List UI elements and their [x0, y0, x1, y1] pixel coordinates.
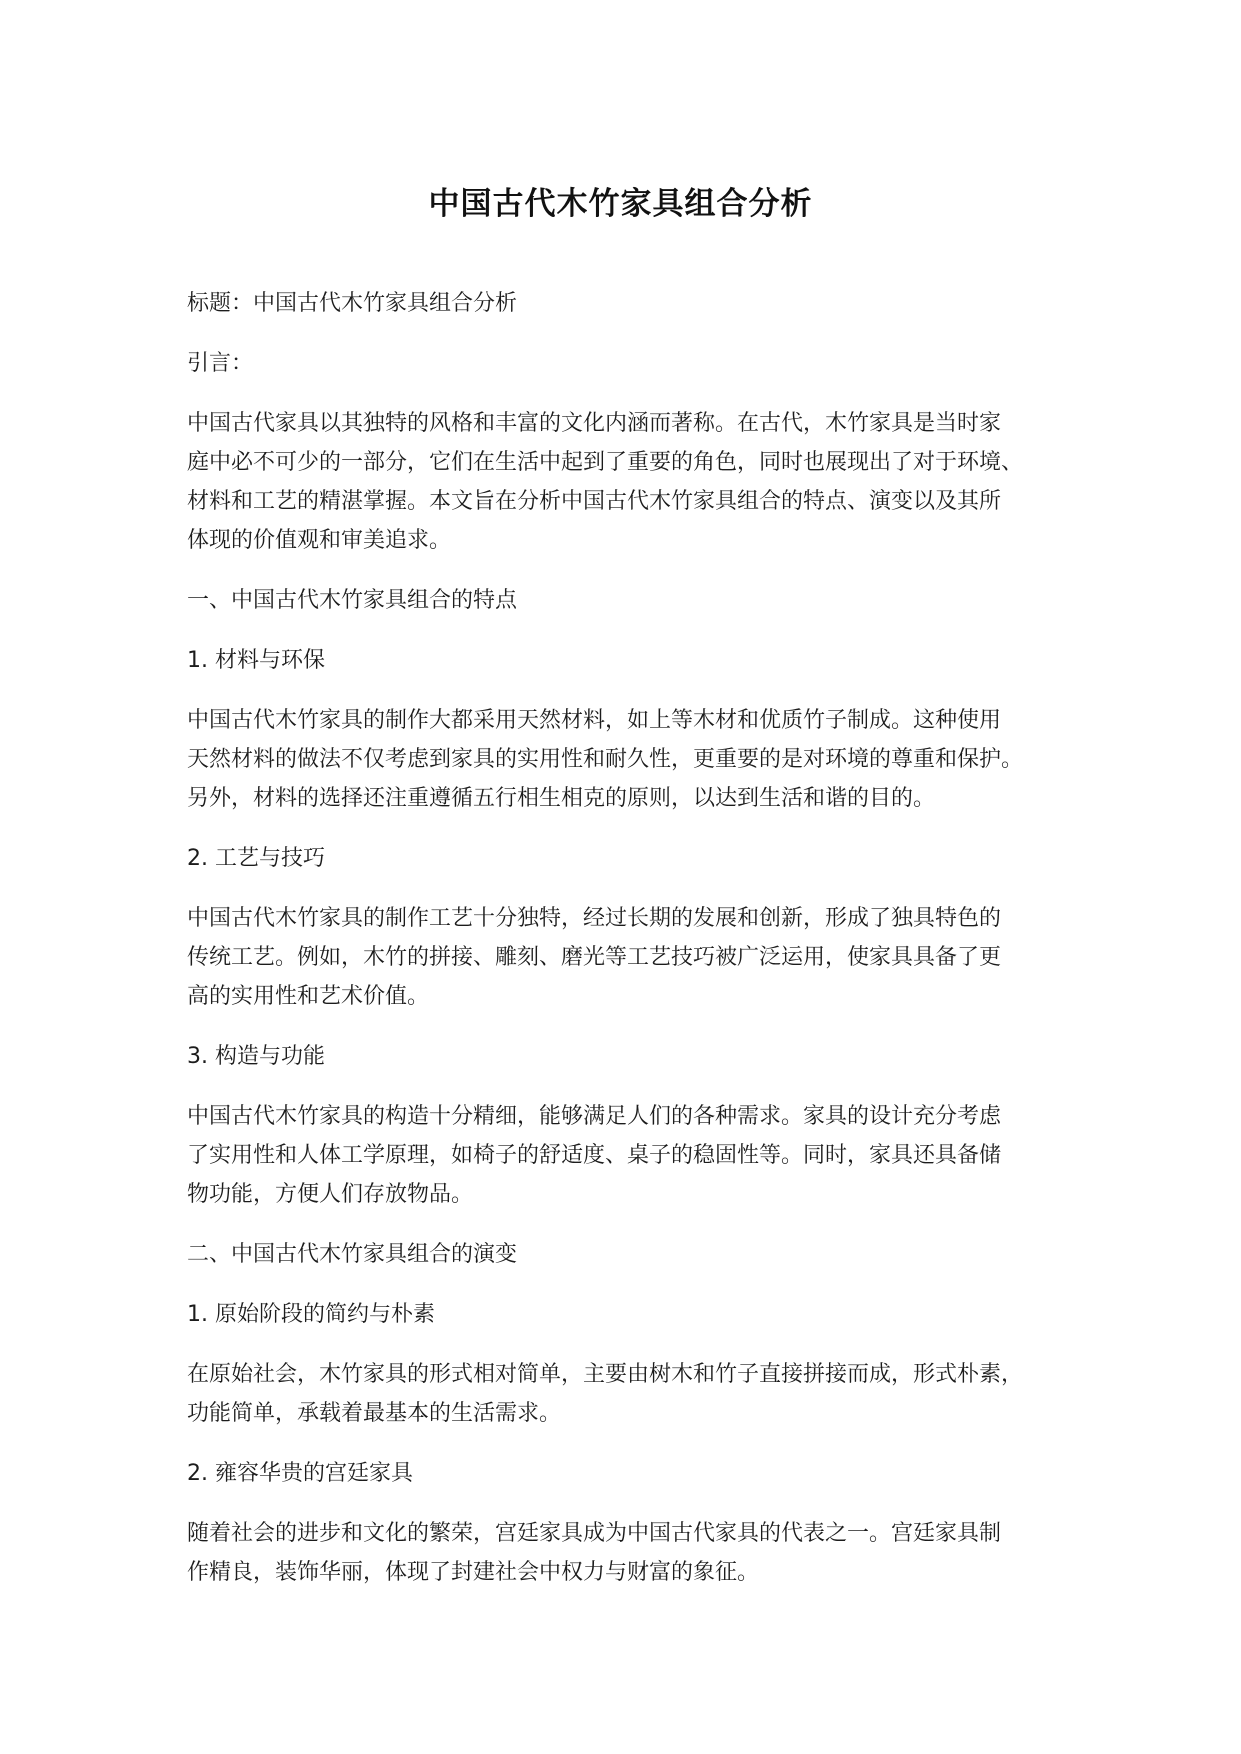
intro-paragraph: [187, 404, 1077, 560]
paragraph-line: 了实用性和人体工学原理，如椅子的舒适度、桌子的稳固性等。同时，家具还具备储: [187, 1143, 1002, 1168]
paragraph-line: 物功能，方便人们存放物品。: [187, 1182, 474, 1207]
paragraph-line: 中国古代木竹家具的构造十分精细，能够满足人们的各种需求。家具的设计充分考虑: [187, 1104, 1002, 1129]
paragraph-line: 天然材料的做法不仅考虑到家具的实用性和耐久性，更重要的是对环境的尊重和保护。: [187, 747, 1024, 772]
primitive-paragraph: [187, 1355, 1077, 1433]
paragraph-line: 体现的价值观和审美追求。: [187, 528, 452, 553]
paragraph-line: 中国古代木竹家具的制作工艺十分独特，经过长期的发展和创新，形成了独具特色的: [187, 906, 1002, 931]
page-title: 中国古代木竹家具组合分析: [428, 186, 813, 222]
paragraph-line: 中国古代家具以其独特的风格和丰富的文化内涵而著称。在古代，木竹家具是当时家: [187, 411, 1002, 436]
paragraph-line: 功能简单，承载着最基本的生活需求。: [187, 1401, 562, 1426]
subsection-heading-structure: 3. 构造与功能: [187, 1044, 325, 1069]
paragraph-line: 在原始社会，木竹家具的形式相对简单，主要由树木和竹子直接拼接而成，形式朴素，: [187, 1362, 1024, 1387]
palace-paragraph: [187, 1514, 1077, 1592]
title-label-line: 标题：中国古代木竹家具组合分析: [187, 291, 518, 316]
paragraph-line: 庭中必不可少的一部分，它们在生活中起到了重要的角色，同时也展现出了对于环境、: [187, 450, 1024, 475]
craft-paragraph: [187, 899, 1077, 1016]
paragraph-line: 随着社会的进步和文化的繁荣，宫廷家具成为中国古代家具的代表之一。宫廷家具制: [187, 1521, 1002, 1546]
section-heading-1: 一、中国古代木竹家具组合的特点: [187, 588, 518, 613]
paragraph-line: 另外，材料的选择还注重遵循五行相生相克的原则，以达到生活和谐的目的。: [187, 786, 936, 811]
document-body: [187, 284, 1077, 1613]
subsection-heading-materials: 1. 材料与环保: [187, 648, 325, 673]
paragraph-line: 中国古代木竹家具的制作大都采用天然材料，如上等木材和优质竹子制成。这种使用: [187, 708, 1002, 733]
paragraph-line: 高的实用性和艺术价值。: [187, 984, 430, 1009]
paragraph-line: 传统工艺。例如，木竹的拼接、雕刻、磨光等工艺技巧被广泛运用，使家具具备了更: [187, 945, 1002, 970]
intro-label: 引言：: [187, 351, 254, 376]
subsection-heading-primitive: 1. 原始阶段的简约与朴素: [187, 1302, 435, 1327]
subsection-heading-craft: 2. 工艺与技巧: [187, 846, 325, 871]
materials-paragraph: [187, 701, 1077, 818]
section-heading-2: 二、中国古代木竹家具组合的演变: [187, 1242, 518, 1267]
subsection-heading-palace: 2. 雍容华贵的宫廷家具: [187, 1461, 413, 1486]
paragraph-line: 材料和工艺的精湛掌握。本文旨在分析中国古代木竹家具组合的特点、演变以及其所: [187, 489, 1002, 514]
structure-paragraph: [187, 1097, 1077, 1214]
paragraph-line: 作精良，装饰华丽，体现了封建社会中权力与财富的象征。: [187, 1560, 760, 1585]
